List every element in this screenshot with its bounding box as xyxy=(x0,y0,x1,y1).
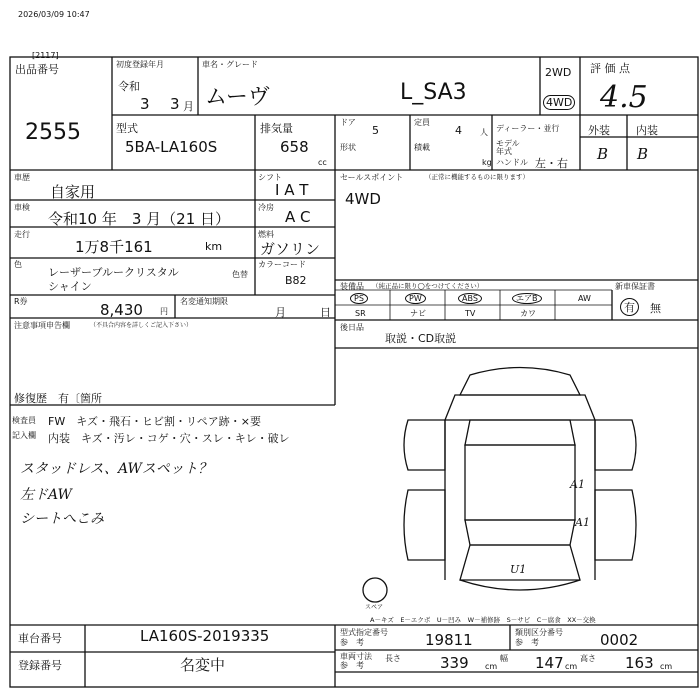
recycle-value: 8,430 xyxy=(100,301,143,319)
equip-tv: TV xyxy=(465,309,476,318)
color-value-1: レーザーブルークリスタル xyxy=(48,266,179,279)
handwritten-1: スタッドレス、AWスペット？ xyxy=(20,461,212,477)
model-label: モデル xyxy=(496,139,520,148)
grade: L_SA3 xyxy=(400,80,467,105)
reg-label: 登録番号 xyxy=(18,659,62,672)
lot-number: 2555 xyxy=(25,120,81,145)
chassis-value: LA160S-2019335 xyxy=(140,627,270,645)
recycle-unit: 円 xyxy=(160,307,168,316)
type-label: 型式 xyxy=(116,122,138,135)
equip-leather: カワ xyxy=(520,309,536,318)
doors-label: ドア xyxy=(340,118,356,127)
model-name: ムーヴ xyxy=(205,85,270,110)
dealer-label: ディーラー・並行 xyxy=(496,124,560,133)
wid-unit: cm xyxy=(565,662,578,671)
hgt-unit: cm xyxy=(660,662,673,671)
notes-label: 注意事項申告欄 xyxy=(14,321,70,330)
handle-label: ハンドル xyxy=(496,158,528,167)
fuel-label: 燃料 xyxy=(258,230,274,239)
hgt-value: 163 xyxy=(625,654,654,672)
capacity-value: 4 xyxy=(455,124,462,137)
disp-label: 排気量 xyxy=(260,122,293,135)
designation-label: 型式指定番号 xyxy=(340,628,388,637)
sales-value: 4WD xyxy=(345,190,381,208)
drive-2wd: 2WD xyxy=(545,66,572,79)
doors-value: 5 xyxy=(372,124,379,137)
equip-aw: AW xyxy=(578,294,591,303)
designation-ref: 参 考 xyxy=(340,638,364,647)
warranty-none: 無 xyxy=(650,302,661,315)
lot-label: 出品番号 xyxy=(15,63,59,76)
inspector-row-2: 内装 キズ・汚レ・コゲ・穴・スレ・キレ・破レ xyxy=(48,432,290,445)
damage-legend: A－キズ E－エクボ U－凹み W－補修跡 S－サビ C－腐食 XX－交換 xyxy=(370,616,596,624)
designation-value: 19811 xyxy=(425,631,473,649)
capacity-label: 定員 xyxy=(414,118,430,127)
drive-4wd: 4WD xyxy=(543,95,575,110)
color-code-value: B82 xyxy=(285,274,307,287)
warranty-has: 有 xyxy=(620,298,639,316)
mileage-label: 走行 xyxy=(14,230,30,239)
sales-sub: （正常に機能するものに限ります） xyxy=(425,173,529,181)
inspection-label: 車検 xyxy=(14,203,30,212)
inspection-value: 令和10 年 3 月（21 日） xyxy=(48,210,231,228)
handwritten-2: 左ドAW xyxy=(20,487,72,503)
history-value: 自家用 xyxy=(50,183,96,201)
post-label: 後日品 xyxy=(340,323,364,332)
mileage-value: 1万8千161 xyxy=(75,238,153,256)
deadline-label: 名変通知期限 xyxy=(180,297,228,306)
first-reg-year: 3 xyxy=(140,95,150,113)
deadline-day: 日 xyxy=(320,306,331,319)
handle-value: 左・右 xyxy=(535,157,568,170)
wid-label: 幅 xyxy=(500,654,508,663)
ext-score: B xyxy=(597,145,609,163)
shape-label: 形状 xyxy=(340,143,356,152)
color-code-label: カラーコード xyxy=(258,260,306,269)
reg-value: 名変中 xyxy=(180,656,226,674)
equipment-sub: （純正品に限り◯をつけてください） xyxy=(372,282,484,290)
damage-u1: U1 xyxy=(510,563,527,576)
color-value-2: シャイン xyxy=(48,280,92,293)
deadline-month: 月 xyxy=(275,306,286,319)
fuel-value: ガソリン xyxy=(260,240,321,258)
damage-a1-1: A1 xyxy=(570,478,585,491)
score-label: 評 価 点 xyxy=(590,62,630,75)
timestamp: 2026/03/09 10:47 xyxy=(18,10,90,19)
equip-airbag: エアB xyxy=(512,293,542,304)
dims-ref: 参 考 xyxy=(340,661,364,670)
inspector-label-1: 検査員 xyxy=(12,416,36,425)
int-score: B xyxy=(637,145,649,163)
equip-navi: ナビ xyxy=(410,309,426,318)
first-reg-era: 令和 xyxy=(118,80,140,93)
spare-label: スペア xyxy=(365,604,384,611)
chassis-label: 車台番号 xyxy=(18,632,62,645)
len-value: 339 xyxy=(440,654,469,672)
category-value: 0002 xyxy=(600,631,639,649)
year-label: 年式 xyxy=(496,147,512,156)
equip-ps: PS xyxy=(350,293,368,304)
history-label: 車歴 xyxy=(14,173,30,182)
first-reg-month-unit: 月 xyxy=(183,100,194,113)
handwritten-3: シートへこみ xyxy=(20,511,104,527)
shift-value: I A T xyxy=(275,181,309,199)
hgt-label: 高さ xyxy=(580,654,596,663)
ext-label: 外装 xyxy=(588,124,610,137)
damage-a1-2: A1 xyxy=(575,516,590,529)
inspector-row-1: FW キズ・飛石・ヒビ割・リペア跡・×要 xyxy=(48,415,261,428)
equipment-label: 装備品 xyxy=(340,282,364,291)
equip-sr: SR xyxy=(355,309,366,318)
name-label: 車名・グレード xyxy=(202,60,258,69)
lot-code: [2117] xyxy=(32,51,59,60)
disp-value: 658 xyxy=(280,138,309,156)
type-value: 5BA-LA160S xyxy=(125,138,218,156)
first-reg-month: 3 xyxy=(170,95,180,113)
post-value: 取説・CD取説 xyxy=(385,332,457,345)
sales-label: セールスポイント xyxy=(340,173,404,182)
color-label: 色 xyxy=(14,260,22,269)
ac-value: A C xyxy=(285,208,311,226)
wid-value: 147 xyxy=(535,654,564,672)
equip-pw: PW xyxy=(405,293,426,304)
load-label: 積載 xyxy=(414,143,430,152)
disp-unit: cc xyxy=(318,158,327,167)
dims-label: 車両寸法 xyxy=(340,652,372,661)
notes-sub: （不具合内容を詳しくご記入下さい） xyxy=(90,322,193,329)
int-label: 内装 xyxy=(636,124,658,137)
first-reg-label: 初度登録年月 xyxy=(116,60,164,69)
score-value: 4.5 xyxy=(600,80,648,115)
capacity-unit: 人 xyxy=(480,128,488,137)
shift-label: シフト xyxy=(258,173,282,182)
category-ref: 参 考 xyxy=(515,638,539,647)
category-label: 類別区分番号 xyxy=(515,628,563,637)
inspector-label-2: 記入欄 xyxy=(12,431,36,440)
warranty-label: 新車保証書 xyxy=(615,282,655,291)
recycle-label: R券 xyxy=(14,297,28,306)
ac-label: 冷房 xyxy=(258,203,274,212)
load-unit: kg xyxy=(482,158,492,167)
len-label: 長さ xyxy=(385,654,401,663)
equip-abs: ABS xyxy=(458,293,482,304)
color-change-label: 色替 xyxy=(232,270,248,279)
mileage-unit: km xyxy=(205,240,223,253)
repair-history: 修復歴 有〔箇所 xyxy=(14,392,102,405)
car-diagram xyxy=(363,368,636,603)
len-unit: cm xyxy=(485,662,498,671)
